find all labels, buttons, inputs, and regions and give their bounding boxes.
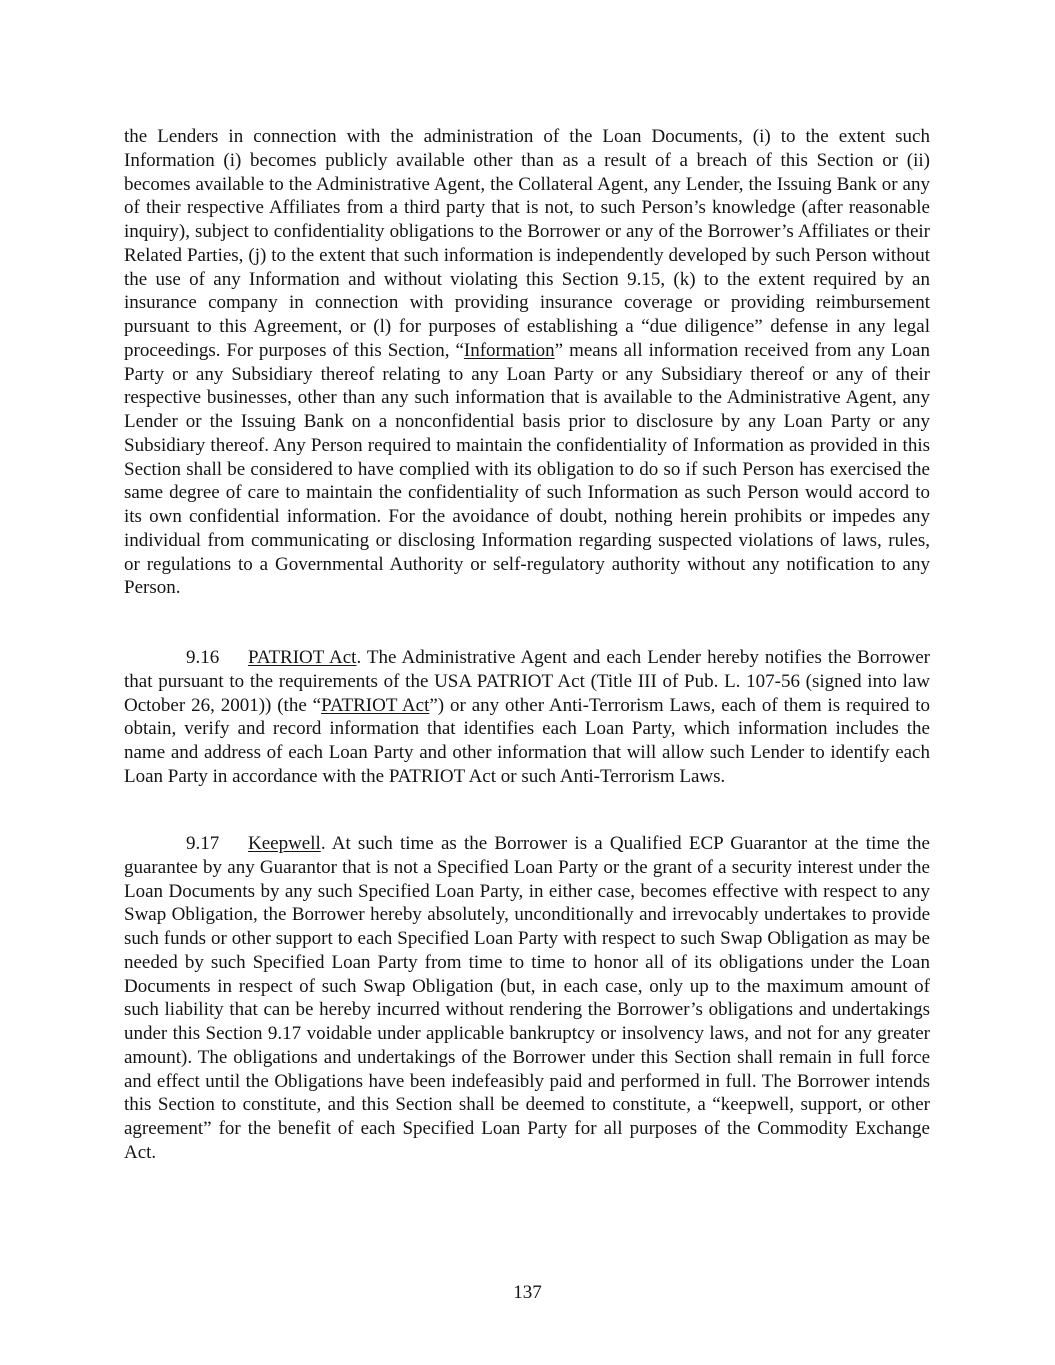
section-number-9-17: 9.17 xyxy=(186,833,220,854)
section-9-17-paragraph xyxy=(124,832,930,1165)
page-number: 137 xyxy=(513,1282,542,1303)
section-9-17-text: . At such time as the Borrower is a Qualified ECP Guarantor at the time the guarantee by any Guarantor that is not a Specified Loan Party or the grant of a security interest under the Loan Documents by any such Specified Loan Party, in either case, becomes effective with respect to any Swap Obligation, the Borrower hereby absolutely, unconditionally and irrevocably undertakes to provide such funds or other support to each Specified Loan Party with respect to such Swap Obligation as may be needed by such Specified Loan Party from time to time to honor all of its obligations under the Loan Documents in respect of such Swap Obligation (but, in each case, only up to the maximum amount of such liability that can be hereby incurred without rendering the Borrower’s obligations and undertakings under this Section 9.17 voidable under applicable bankruptcy or insolvency laws, and not for any greater amount). The obligations and undertakings of the Borrower under this Section shall remain in full force and effect until the Obligations have been indefeasibly paid and performed in full. The Borrower intends this Section to constitute, and this Section shall be deemed to constitute, a “keepwell, support, or other agreement” for the benefit of each Specified Loan Party for all purposes of the Commodity Exchange Act. xyxy=(124,833,930,1163)
section-heading-patriot-act: PATRIOT Act xyxy=(248,647,357,668)
section-9-16-text-part-2: ”) or any other Anti-Terrorism Laws, each of them is required to obtain, verify and record information that identifies each Loan Party, which information includes the name and address of each Loan Party and other information that will allow such Lender to identify each Loan Party in accordance with the PATRIOT Act or such Anti-Terrorism Laws. xyxy=(124,694,930,787)
section-9-16-paragraph xyxy=(124,646,930,789)
section-heading-keepwell: Keepwell xyxy=(248,833,321,854)
defined-term-information: Information xyxy=(463,339,555,361)
section-number-9-16: 9.16 xyxy=(186,647,220,668)
paragraph-confidentiality-continuation xyxy=(124,125,930,600)
continuation-text-part-1: the Lenders in connection with the administration of the Loan Documents, (i) to the extent such Information (i) becomes publicly available other than as a result of a breach of this Section or (ii) becomes available to the Administrative Agent, the Collateral Agent, any Lender, the Issuing Bank or any of their respective Affiliates from a third party that is not, to such Person’s knowledge (after reasonable inquiry), subject to confidentiality obligations to the Borrower or any of the Borrower’s Affiliates or their Related Parties, (j) to the extent that such information is independently developed by such Person without the use of any Information and without violating this Section 9.15, (k) to the extent required by an insurance company in connection with providing insurance coverage or providing reimbursement pursuant to this Agreement, or (l) for purposes of establishing a “due diligence” defense in any legal proceedings. For purposes of this Section, “ xyxy=(124,126,930,361)
continuation-text-part-2: ” means all information received from any Loan Party or any Subsidiary thereof relating to any Loan Party or any Subsidiary thereof or any of their respective businesses, other than any such information that is available to the Administrative Agent, any Lender or the Issuing Bank on a nonconfidential basis prior to disclosure by any Loan Party or any Subsidiary thereof. Any Person required to maintain the confidentiality of Information as provided in this Section shall be considered to have complied with its obligation to do so if such Person has exercised the same degree of care to maintain the confidentiality of such Information as such Person would accord to its own confidential information. For the avoidance of doubt, nothing herein prohibits or impedes any individual from communicating or disclosing Information regarding suspected violations of laws, rules, or regulations to a Governmental Authority or self-regulatory authority without any notification to any Person. xyxy=(124,339,930,599)
section-9-16-text-part-1: . The Administrative Agent and each Lender hereby notifies the Borrower that pursuant to the requirements of the USA PATRIOT Act (Title III of Pub. L. 107-56 (signed into law October 26, 2001)) (the “ xyxy=(124,647,930,716)
defined-term-patriot-act: PATRIOT Act xyxy=(321,694,430,716)
